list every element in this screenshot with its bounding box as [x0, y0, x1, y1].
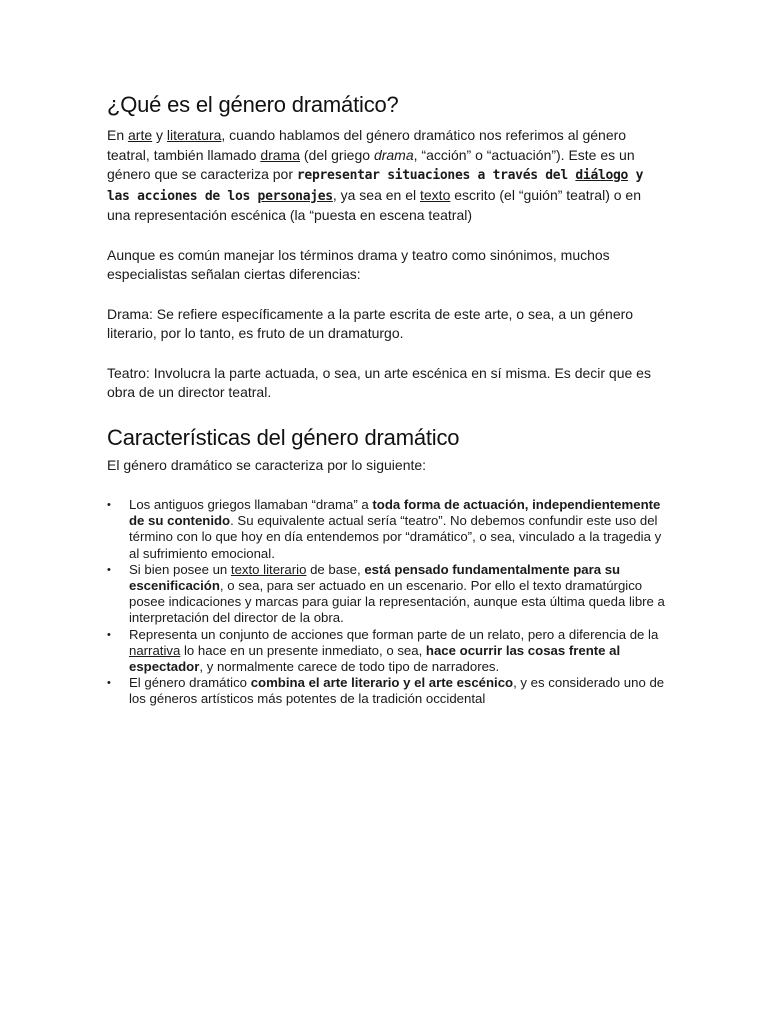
bullet-icon: •: [107, 499, 111, 511]
text-fragment: , “acción” o “actuación”). Este es un género que se caracteriza por: [107, 146, 635, 182]
characteristics-list: [107, 497, 667, 708]
text-fragment: (del griego: [300, 146, 374, 163]
text-fragment: Representa un conjunto de acciones que forman parte de un relato, pero a diferencia de la: [129, 626, 659, 642]
spacer: [107, 475, 667, 497]
document-page: [107, 92, 667, 708]
link-literatura[interactable]: literatura: [166, 127, 222, 143]
text-fragment: , o sea, para ser actuado en un escenario. Por ello el texto dramatúrgico posee indicaciones y marcas para guiar la representación, aunque esta última queda libre a interpretación del director de la obra.: [129, 578, 665, 626]
list-item: [107, 562, 667, 627]
list-item: [107, 497, 667, 562]
paragraph-definition: [107, 126, 667, 226]
spacer: [107, 344, 667, 364]
text-fragment: , y es considerado uno de los géneros artísticos más potentes de la tradición occidental: [129, 675, 665, 707]
bold-phrase: está pensado fundamentalmente para su escenificación: [129, 561, 621, 594]
spacer: [107, 285, 667, 305]
paragraph-differences: Aunque es común manejar los términos drama y teatro como sinónimos, muchos especialistas señalan ciertas diferencias:: [107, 246, 610, 282]
list-item: [107, 675, 667, 707]
bullet-icon: •: [107, 677, 111, 690]
text-fragment: El género dramático: [129, 675, 251, 691]
bold-phrase: toda forma de actuación, independientemente de su contenido: [129, 497, 661, 529]
text-fragment: y: [152, 127, 167, 143]
spacer: [107, 403, 667, 425]
text-fragment: , cuando hablamos del género dramático nos referimos al género teatral, también llamado: [107, 127, 627, 163]
paragraph-drama: Drama: Se refiere específicamente a la parte escrita de este arte, o sea, a un género literario, por lo tanto, es fruto de un dramaturgo.: [107, 305, 634, 341]
bold-phrase: representar situaciones a través del: [296, 168, 576, 183]
link-texto-literario[interactable]: texto literario: [230, 561, 307, 577]
link-narrativa[interactable]: narrativa: [129, 642, 181, 658]
link-texto[interactable]: texto: [420, 186, 451, 203]
text-fragment: Si bien posee un: [129, 561, 231, 577]
section-title-caracteristicas: Características del género dramático: [107, 424, 460, 450]
link-drama[interactable]: drama: [260, 146, 300, 163]
text-fragment: Los antiguos griegos llamaban “drama” a: [129, 497, 373, 512]
text-fragment: escrito (el “guión” teatral) o en una representación escénica (la “puesta en escena teatral): [107, 186, 641, 223]
text-fragment: lo hace en un presente inmediato, o sea,: [180, 642, 426, 658]
paragraph-teatro: Teatro: Involucra la parte actuada, o sea, un arte escénica en sí misma. Es decir que es obra de un director teatral.: [107, 364, 651, 400]
bold-phrase: y las acciones de los: [107, 168, 644, 204]
bold-phrase: hace ocurrir las cosas frente al espectador: [129, 642, 621, 675]
text-fragment: de base,: [306, 561, 365, 577]
text-fragment: . Su equivalente actual sería “teatro”. No debemos confundir este uso del término con lo que hoy en día entendemos por “dramático”, o sea, vinculado a la tragedia y al sufrimiento emocional.: [129, 513, 662, 561]
paragraph-intro: El género dramático se caracteriza por lo siguiente:: [107, 456, 427, 473]
text-fragment: En: [107, 127, 129, 143]
bold-phrase: combina el arte literario y el arte escénico: [250, 675, 514, 691]
bullet-icon: •: [107, 628, 111, 641]
text-fragment: , y normalmente carece de todo tipo de narradores.: [199, 659, 500, 675]
link-dialogo[interactable]: diálogo: [575, 168, 629, 183]
italic-term: drama: [373, 146, 414, 163]
text-fragment: , ya sea en el: [332, 186, 420, 203]
section-title-que-es: ¿Qué es el género dramático?: [107, 92, 399, 117]
list-item: [107, 627, 667, 676]
link-arte[interactable]: arte: [128, 127, 153, 143]
bullet-icon: •: [107, 563, 111, 576]
spacer: [107, 226, 667, 246]
link-personajes[interactable]: personajes: [257, 188, 333, 204]
